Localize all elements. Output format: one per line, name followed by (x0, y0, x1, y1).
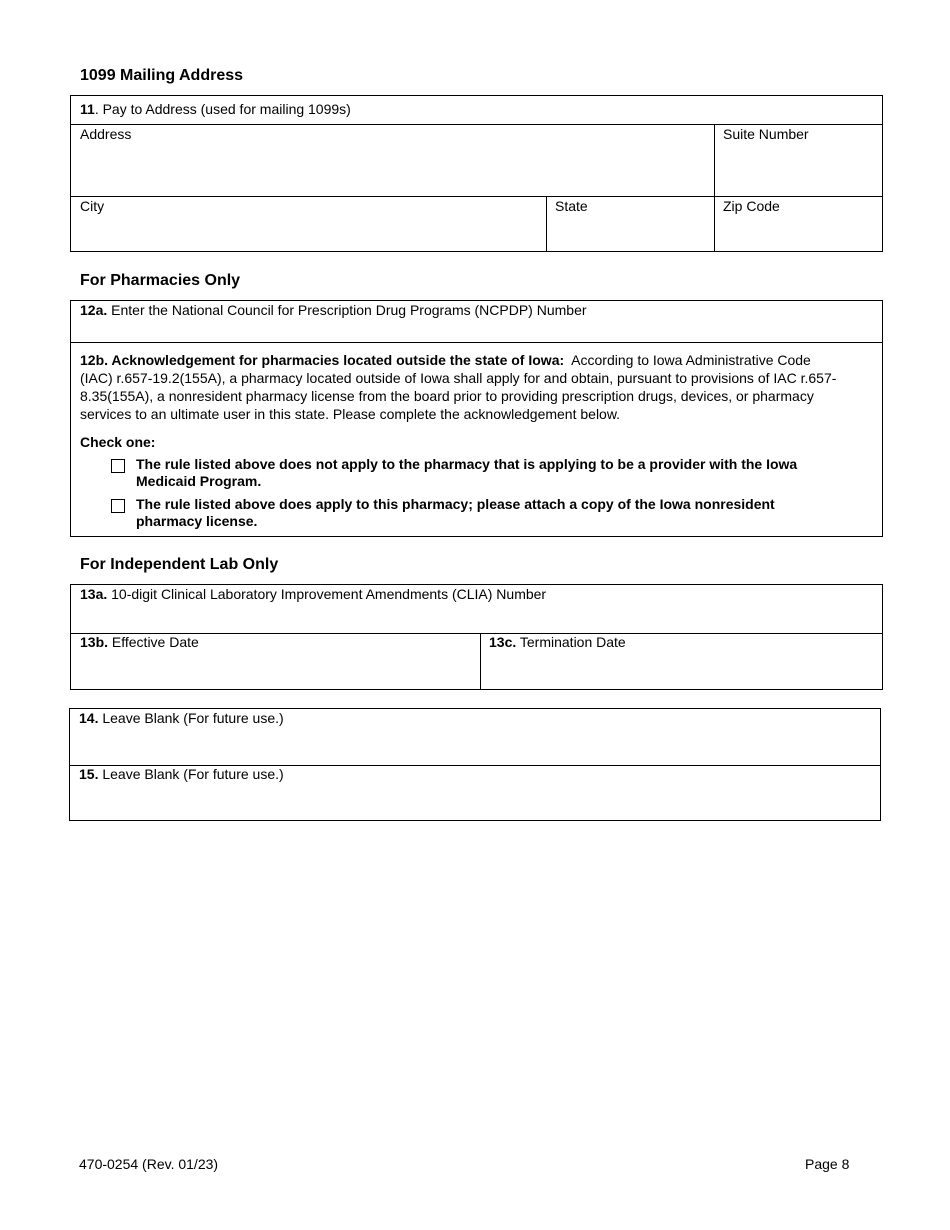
q14-blank-field[interactable]: 14. Leave Blank (For future use.) (79, 710, 284, 726)
pharmacy-box (70, 300, 883, 537)
ncpdp-number-field[interactable]: 12a. Enter the National Council for Prescription Drug Programs (NCPDP) Number (80, 302, 587, 318)
option-rule-does-not-apply-label: The rule listed above does not apply to the pharmacy that is applying to be a provider with the Iowa Medicaid Program. (136, 456, 798, 489)
form-id: 470-0254 (Rev. 01/23) (79, 1156, 219, 1172)
q12b-acknowledgement-text: 12b. Acknowledgement for pharmacies located outside the state of Iowa: According to Iowa Administrative Code (IAC) r.657-19.2(155A), a pharmacy located outside of Iowa shall apply for and obtain, pursuant to provisions of IAC r.657- 8.35(155A), a nonresident pharmacy license from the board prior to providing prescription drugs, devices, or pharmacy services to an ultimate user in this state. Please complete the acknowledgement below. (80, 352, 837, 422)
city-field[interactable]: City (80, 198, 105, 214)
option-rule-does-not-apply-checkbox[interactable] (111, 459, 125, 473)
option-rule-does-apply-checkbox[interactable] (111, 499, 125, 513)
q15-blank-field[interactable]: 15. Leave Blank (For future use.) (79, 766, 284, 782)
mailing-address-box (70, 95, 883, 252)
state-field[interactable]: State (555, 198, 588, 214)
pharmacy-heading: For Pharmacies Only (80, 272, 241, 289)
page-number: Page 8 (805, 1156, 850, 1172)
suite-number-field[interactable]: Suite Number (723, 126, 809, 142)
lab-box (70, 584, 883, 690)
zip-code-field[interactable]: Zip Code (723, 198, 780, 214)
address-field[interactable]: Address (80, 126, 132, 142)
future-use-box (69, 708, 881, 821)
check-one-label: Check one: (80, 434, 156, 450)
lab-heading: For Independent Lab Only (80, 556, 279, 573)
mailing-heading: 1099 Mailing Address (80, 67, 244, 84)
q11-label: 11. Pay to Address (used for mailing 1099s) (80, 101, 351, 117)
option-rule-does-apply-label: The rule listed above does apply to this pharmacy; please attach a copy of the Iowa nonresident pharmacy license. (136, 496, 775, 529)
effective-date-field[interactable]: 13b. Effective Date (80, 634, 199, 650)
clia-number-field[interactable]: 13a. 10-digit Clinical Laboratory Improvement Amendments (CLIA) Number (80, 586, 547, 602)
termination-date-field[interactable]: 13c. Termination Date (489, 634, 626, 650)
